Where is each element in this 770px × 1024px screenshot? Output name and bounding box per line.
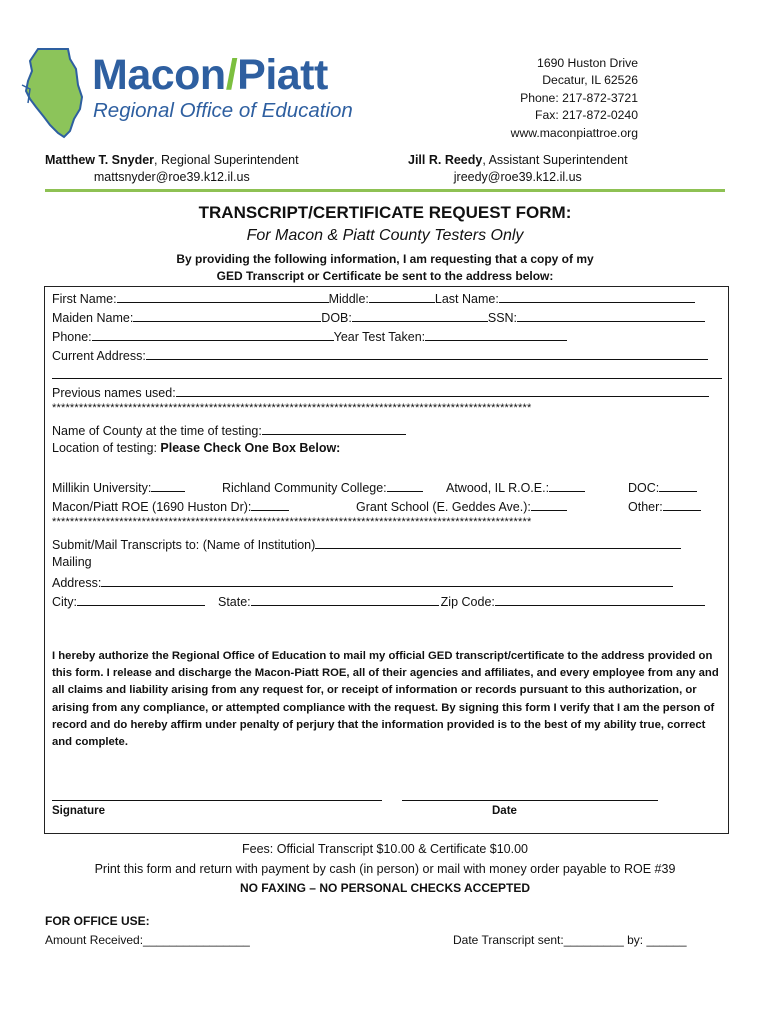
website-link[interactable]: www.maconpiattroe.org [510, 125, 638, 140]
location-option-grant: Grant School (E. Geddes Ave.): [356, 498, 567, 514]
maiden-name-field[interactable] [133, 309, 321, 322]
phone-row: Phone: Year Test Taken: [52, 328, 567, 344]
current-address-field-2[interactable] [52, 366, 722, 379]
location-option-other: Other: [628, 498, 701, 514]
print-instructions: Print this form and return with payment by cash (in person) or mail with money order payable to ROE #39 [94, 862, 676, 876]
separator-stars-2: *********************************************************************************************************** [52, 516, 532, 528]
location-option-doc: DOC: [628, 479, 697, 495]
authorization-text: I hereby authorize the Regional Office of Education to mail my official GED transcript/certificate to the address provided on this form. I release and discharge the Macon-Piatt ROE, all of their agencies and affiliates, and every employee from any and all claims and liability arising from any request for, or receipt of information or records pursuant to this authorization, or arising from any compliance, or attempted compliance with the request. By signing this form I verify that I am the person of record and do hereby affirm under penalty of perjury that the information provided is to the best of my ability true, correct and complete. [52, 650, 719, 749]
fees-text: Fees: Official Transcript $10.00 & Certificate $10.00 [241, 842, 529, 856]
office-address: 1690 Huston Drive Decatur, IL 62526 Phone: 217-872-3721 Fax: 217-872-0240 www.maconpiattroe.org [511, 55, 638, 142]
location-option-macon-roe: Macon/Piatt ROE (1690 Huston Dr): [52, 498, 289, 514]
zip-field[interactable] [495, 593, 705, 606]
dob-field[interactable] [352, 309, 488, 322]
last-name-field[interactable] [499, 290, 695, 303]
separator-stars: *********************************************************************************************************** [52, 402, 532, 414]
roe-logo [20, 45, 365, 140]
superintendent-email[interactable]: mattsnyder@roe39.k12.il.us [93, 170, 250, 184]
form-intro: By providing the following information, I am requesting that a copy of my GED Transcript or Certificate be sent to the address below: [176, 252, 594, 283]
mailing-label: Mailing [52, 555, 92, 569]
assistant-email[interactable]: jreedy@roe39.k12.il.us [453, 170, 582, 184]
name-row: First Name: Middle: Last Name: [52, 290, 695, 306]
location-option-atwood: Atwood, IL R.O.E.: [446, 479, 585, 495]
logo-subtitle: Regional Office of Education [93, 99, 353, 122]
date-label: Date [492, 805, 517, 817]
first-name-field[interactable] [117, 290, 329, 303]
mailing-address-row: Address: [52, 574, 673, 590]
macon-roe-checkbox[interactable] [251, 498, 289, 511]
signature-line[interactable] [52, 800, 382, 801]
form-title: TRANSCRIPT/CERTIFICATE REQUEST FORM: [198, 203, 572, 222]
assistant-superintendent: Jill R. Reedy, Assistant Superintendent jreedy@roe39.k12.il.us [408, 153, 628, 184]
phone-field[interactable] [92, 328, 334, 341]
maiden-row: Maiden Name: DOB: SSN: [52, 309, 705, 325]
year-test-field[interactable] [425, 328, 567, 341]
grant-checkbox[interactable] [531, 498, 567, 511]
illinois-map-icon [20, 45, 90, 140]
previous-names-row: Previous names used: [52, 384, 709, 400]
previous-names-field[interactable] [176, 384, 709, 397]
other-checkbox[interactable] [663, 498, 701, 511]
middle-name-field[interactable] [369, 290, 435, 303]
header-divider [45, 189, 725, 192]
current-address-row: Current Address: [52, 347, 708, 363]
mailing-address-field[interactable] [101, 574, 673, 587]
no-faxing-notice: NO FAXING – NO PERSONAL CHECKS ACCEPTED [239, 881, 531, 895]
form-subtitle: For Macon & Piatt County Testers Only [246, 227, 524, 244]
current-address-field[interactable] [146, 347, 708, 360]
state-field[interactable] [251, 593, 439, 606]
location-option-millikin: Millikin University: [52, 479, 185, 495]
county-row: Name of County at the time of testing: [52, 422, 406, 438]
signature-label: Signature [52, 805, 106, 817]
city-state-zip-row: City: State: Zip Code: [52, 593, 705, 609]
date-transcript-sent: Date Transcript sent:_________ by: ______ [453, 933, 687, 947]
logo-title: Macon/Piatt [92, 51, 328, 99]
county-field[interactable] [262, 422, 406, 435]
location-option-richland: Richland Community College: [222, 479, 423, 495]
institution-field[interactable] [315, 536, 681, 549]
richland-checkbox[interactable] [387, 479, 423, 492]
office-use-heading: FOR OFFICE USE: [45, 914, 150, 928]
location-row: Location of testing: Please Check One Box Below: [52, 441, 341, 455]
ssn-field[interactable] [517, 309, 705, 322]
current-address-line2 [52, 366, 722, 382]
date-line[interactable] [402, 800, 658, 801]
regional-superintendent: Matthew T. Snyder, Regional Superintendent mattsnyder@roe39.k12.il.us [45, 153, 299, 184]
submit-row: Submit/Mail Transcripts to: (Name of Institution) [52, 536, 681, 552]
city-field[interactable] [77, 593, 205, 606]
atwood-checkbox[interactable] [549, 479, 585, 492]
millikin-checkbox[interactable] [151, 479, 185, 492]
amount-received: Amount Received:________________ [45, 933, 250, 947]
doc-checkbox[interactable] [659, 479, 697, 492]
